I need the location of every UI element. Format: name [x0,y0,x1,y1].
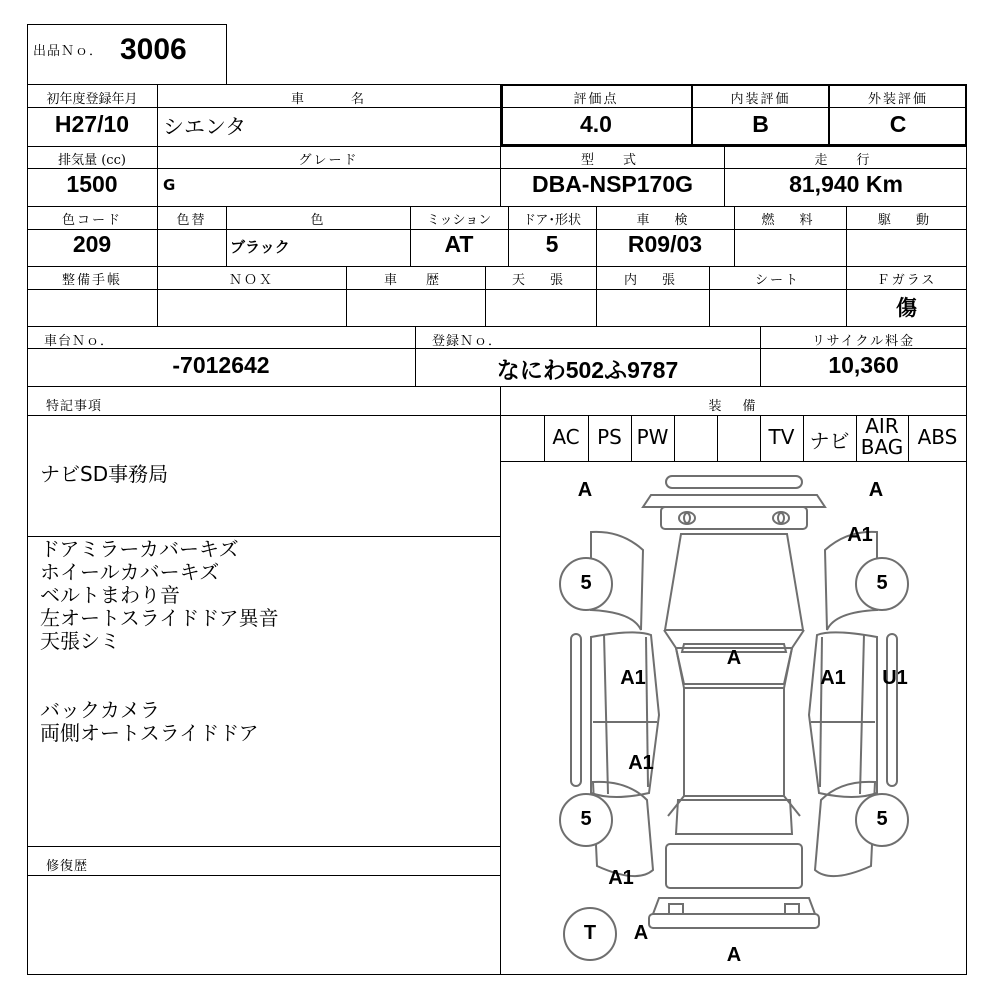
year-label: 初年度登録年月 [46,92,138,107]
model-label: 型 式 [580,153,644,168]
mission-label: ミッション [426,213,492,228]
damage-left-rear: A1 [608,867,634,889]
damage-front-right: A [868,479,884,501]
chassis-label: 車台Ｎｏ． [44,334,115,349]
fuel-label: 燃 料 [761,213,819,228]
exterior-grade-label: 外装評価 [867,92,928,107]
cc-value: 1500 [66,171,118,197]
wheel-fr-grade: 5 [876,572,888,594]
remarks-label: 特記事項 [46,399,103,414]
repaint-label: 色替 [176,213,207,228]
remarks-line1: ナビSD事務局 [40,462,169,486]
remarks-block2: ドアミラーカバーキズ ホイールカバーキズ ベルトまわり音 左オートスライドドア異音 天張シミ [40,537,279,653]
reg-label: 登録Ｎｏ． [432,334,503,349]
equip-navi: ナビ [809,429,850,453]
year-value: H27/10 [54,111,130,137]
door-value: 5 [545,231,559,257]
exterior-grade-value: C [889,111,907,137]
color-label: 色 [310,213,326,228]
inspection-value: R09/03 [627,231,703,257]
nox-label: ＮＯＸ [228,273,274,288]
score-label: 評価点 [573,92,619,107]
remarks-block3: バックカメラ 両側オートスライドドア [40,698,259,745]
equip-airbag: AIR BAG [860,414,904,459]
car-diagram [501,462,967,974]
grade-label: グレード [298,153,359,168]
damage-left-front-door: A1 [620,667,646,689]
lot-number: 3006 [120,33,187,66]
equip-ac: AC [552,425,580,449]
interior-trim-label: 内 張 [623,273,681,288]
colorcode-label: 色コード [61,213,122,228]
damage-rear-bumper: A [726,944,742,966]
equipment-label: 装 備 [708,399,760,414]
cc-label: 排気量 (cc) [58,153,126,168]
chassis-value: -7012642 [172,352,270,378]
damage-rear-left: A [633,922,649,944]
seat-label: シート [754,273,800,288]
damage-right-rear: U1 [882,667,908,689]
wheel-rl-grade: 5 [580,808,592,830]
equip-ps: PS [597,425,622,449]
damage-left-rear-door: A1 [628,752,654,774]
damage-right-front-door: A1 [820,667,846,689]
model-value: DBA-NSP170G [531,171,694,197]
mileage-value: 81,940 Km [789,171,903,197]
repair-history-label: 修復歴 [46,859,89,874]
roof-label: 天 張 [511,273,569,288]
equip-tv: TV [768,425,795,449]
history-label: 車 歴 [383,273,447,288]
damage-hood: A [726,647,742,669]
fglass-label: Ｆガラス [876,273,937,288]
recycle-label: リサイクル料金 [811,334,916,349]
equip-abs: ABS [917,425,958,449]
grade-value: G [163,176,176,194]
tire-grade: T [583,922,597,944]
mileage-label: 走 行 [814,153,878,168]
name-label: 車 名 [290,92,366,107]
interior-grade-value: B [752,111,769,137]
reg-value: なにわ502ふ9787 [496,357,679,383]
lot-label: 出品Ｎｏ． [33,44,104,59]
fglass-value: 傷 [896,296,917,320]
service-book-label: 整備手帳 [61,273,122,288]
score-value: 4.0 [580,111,612,137]
wheel-fl-grade: 5 [580,572,592,594]
colorcode-value: 209 [72,231,112,257]
inspection-label: 車 検 [636,213,694,228]
mission-value: AT [444,231,474,257]
damage-windshield: A1 [847,524,873,546]
drive-label: 駆 動 [877,213,935,228]
door-label: ドア･形状 [522,213,582,228]
color-value: ブラック [230,238,290,256]
interior-grade-label: 内装評価 [730,92,791,107]
wheel-rr-grade: 5 [876,808,888,830]
equip-pw: PW [636,425,669,449]
recycle-value: 10,360 [828,352,899,378]
damage-front-left: A [577,479,593,501]
name-value: シエンタ [163,115,247,139]
